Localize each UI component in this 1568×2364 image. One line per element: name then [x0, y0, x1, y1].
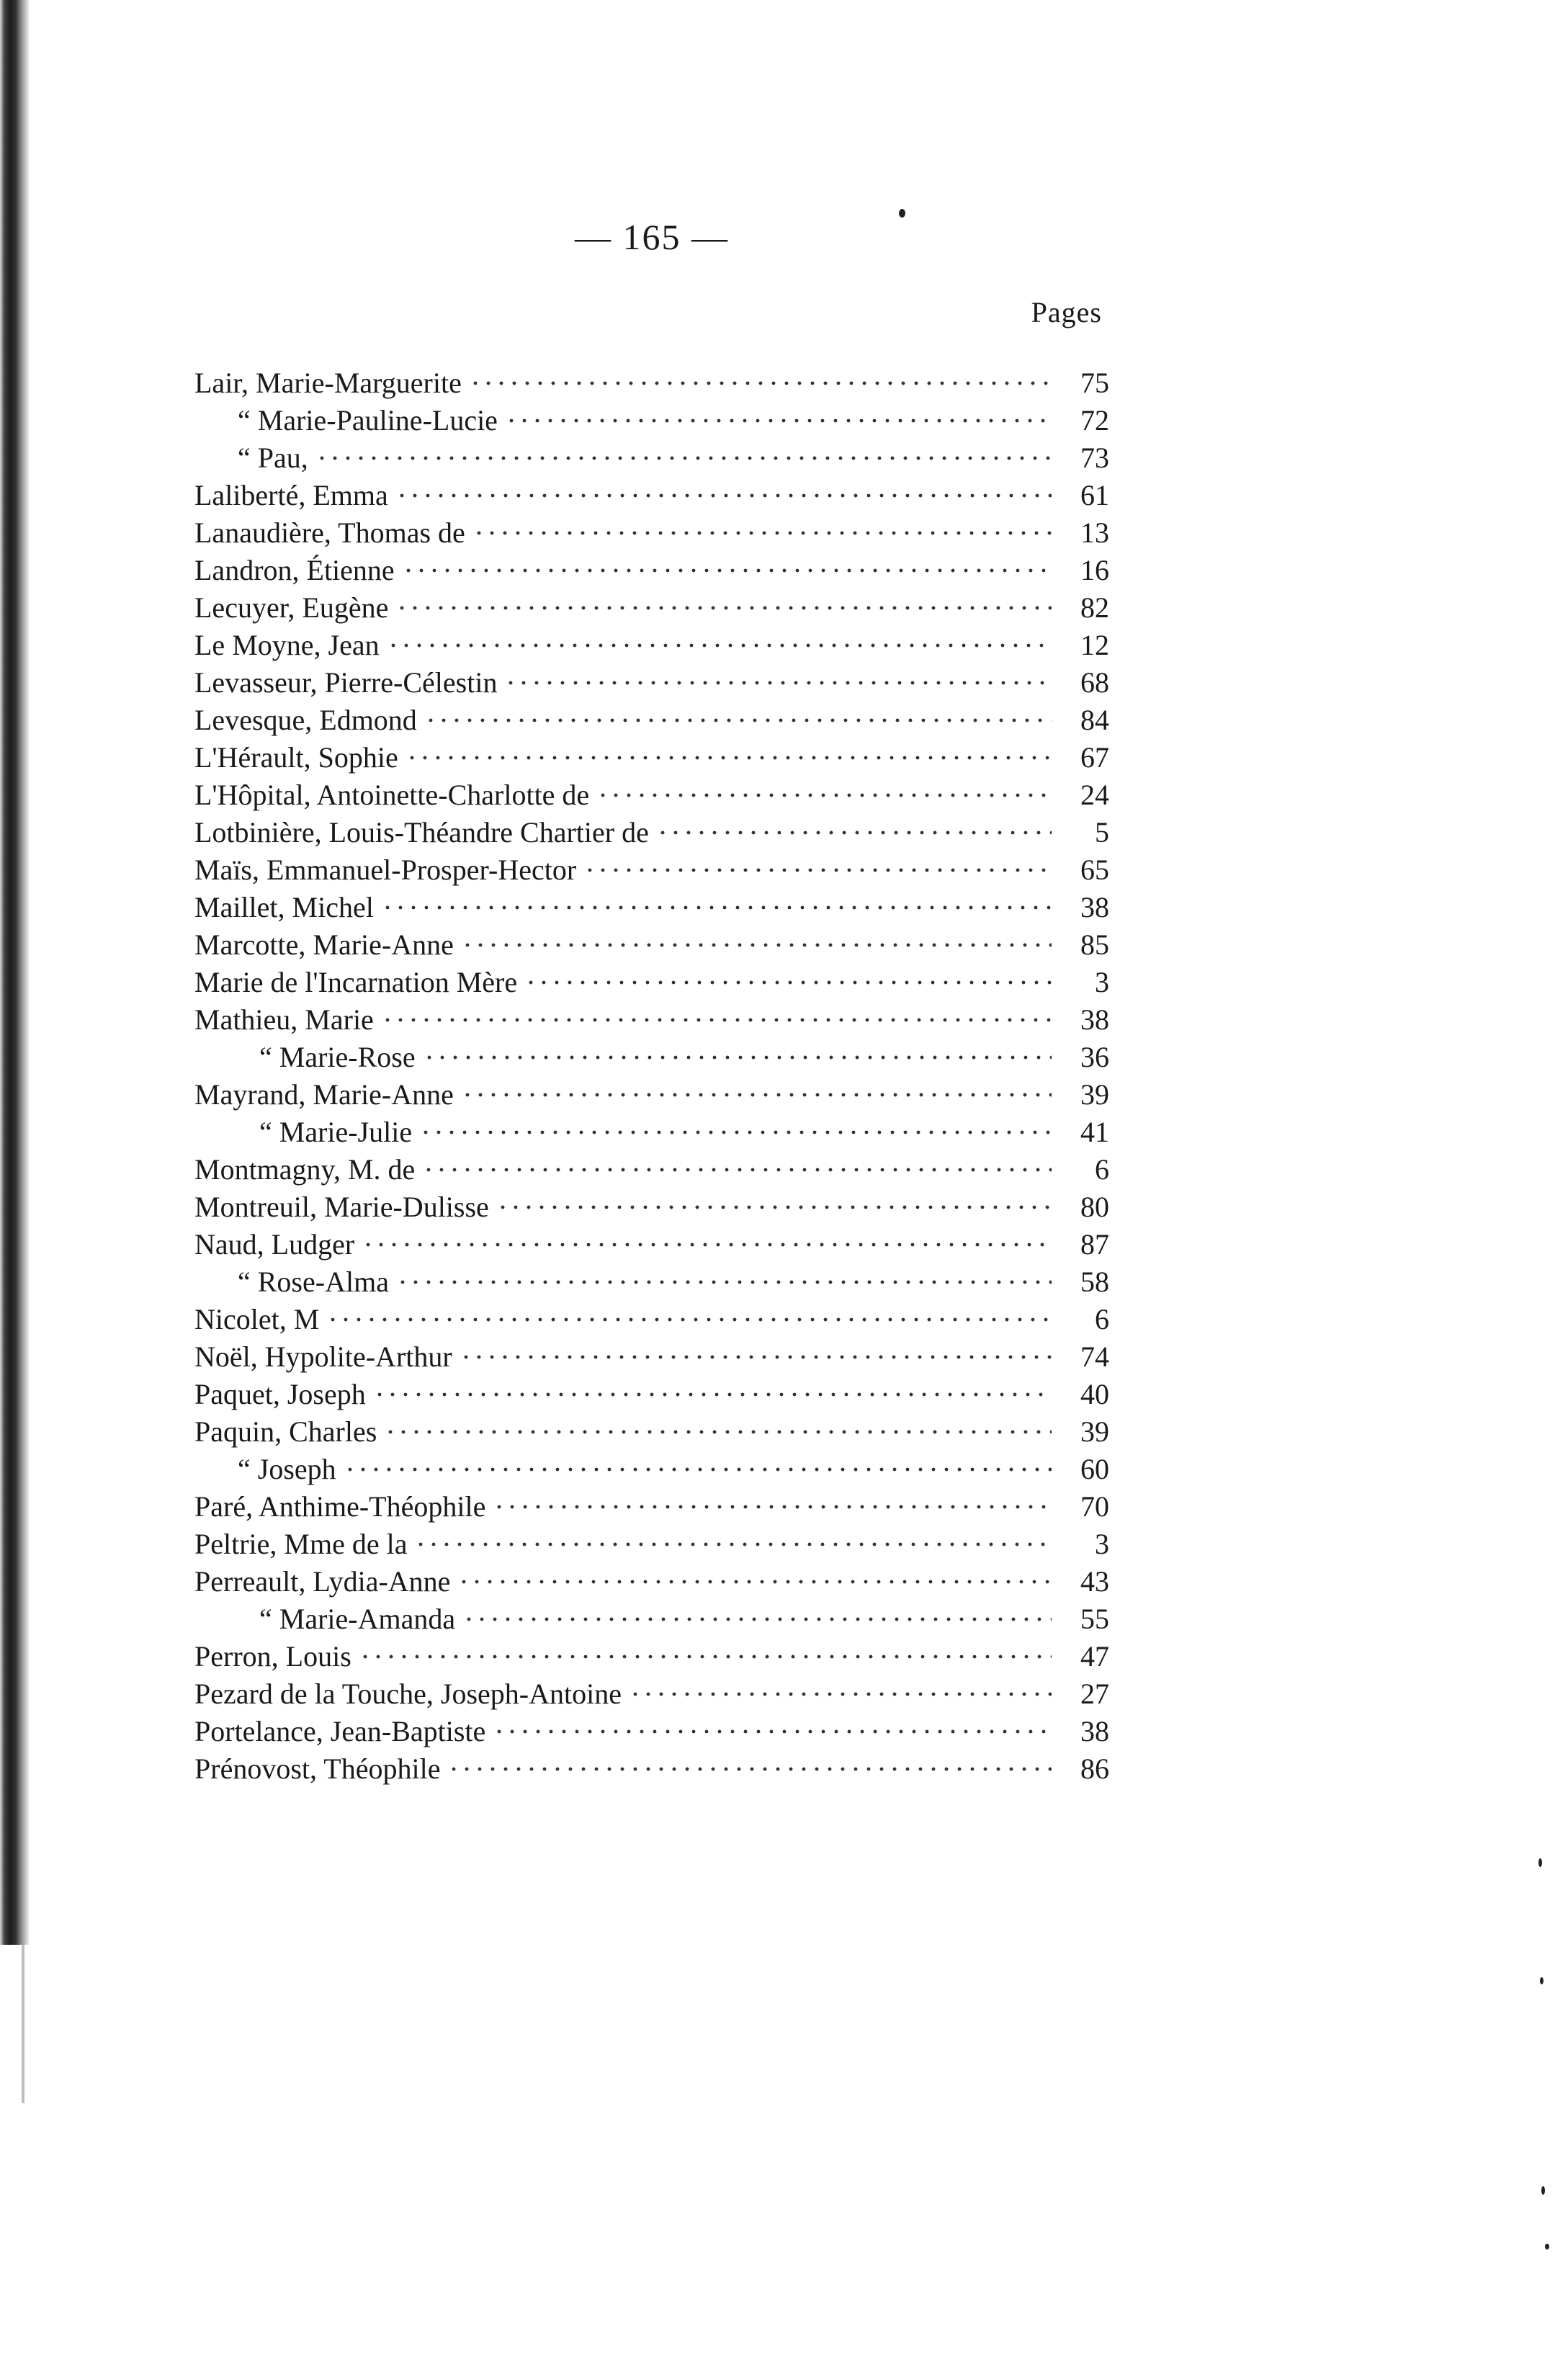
scan-speck	[1540, 1977, 1544, 1984]
dot-leader	[457, 1580, 1052, 1584]
entry-page-number: 41	[1080, 1116, 1109, 1148]
entry-page-number: 40	[1080, 1378, 1109, 1410]
entry-page-number: 43	[1080, 1565, 1109, 1598]
dot-leader	[422, 1168, 1052, 1172]
dot-leader	[583, 868, 1052, 872]
entry-name: L'Hérault, Sophie	[194, 741, 398, 774]
entry-page-number: 65	[1080, 854, 1109, 886]
entry-page-number: 68	[1080, 666, 1109, 699]
entry-page-number: 13	[1080, 516, 1109, 549]
index-entry	[194, 889, 1109, 926]
entry-page-number: 47	[1080, 1640, 1109, 1673]
entry-name: Mathieu, Marie	[194, 1003, 374, 1036]
dot-leader	[460, 1355, 1052, 1359]
index-entry	[194, 1750, 1109, 1788]
entry-name: “ Joseph	[238, 1453, 336, 1485]
entry-page-number: 27	[1080, 1678, 1109, 1710]
entry-page-number: 5	[1095, 816, 1109, 849]
scan-speck	[1541, 2186, 1545, 2195]
dot-leader	[493, 1729, 1052, 1734]
index-entry	[194, 1675, 1109, 1713]
index-entry	[194, 664, 1109, 702]
scan-speck	[899, 209, 905, 218]
scan-binding-edge	[0, 0, 30, 1945]
index-entry	[194, 739, 1109, 776]
dot-leader	[496, 1205, 1052, 1209]
entry-name: “ Marie-Pauline-Lucie	[238, 404, 498, 436]
entry-name: Paquet, Joseph	[194, 1378, 366, 1410]
dot-leader	[402, 568, 1052, 573]
entry-name: Perron, Louis	[194, 1640, 351, 1673]
index-entry	[194, 1713, 1109, 1750]
dot-leader	[656, 830, 1052, 835]
entry-name: Montmagny, M. de	[194, 1153, 416, 1186]
dot-leader	[315, 456, 1052, 460]
index-list	[194, 364, 1109, 1788]
entry-page-number: 3	[1095, 966, 1109, 998]
entry-page-number: 85	[1080, 928, 1109, 961]
entry-page-number: 73	[1080, 442, 1109, 474]
entry-name: Paré, Anthime-Théophile	[194, 1490, 486, 1523]
dot-leader	[462, 1617, 1052, 1621]
dot-leader	[362, 1243, 1052, 1247]
index-entry	[194, 402, 1109, 439]
entry-name: L'Hôpital, Antoinette-Charlotte de	[194, 779, 590, 811]
index-entry	[194, 1039, 1109, 1076]
entry-name: Noël, Hypolite-Arthur	[194, 1340, 452, 1373]
index-entry	[194, 364, 1109, 402]
dot-leader	[423, 1055, 1052, 1060]
index-entry	[194, 1488, 1109, 1526]
entry-page-number: 39	[1080, 1078, 1109, 1111]
index-entry	[194, 1114, 1109, 1151]
dot-leader	[447, 1767, 1052, 1771]
index-entry	[194, 1263, 1109, 1301]
entry-page-number: 38	[1080, 1003, 1109, 1036]
index-entry	[194, 926, 1109, 964]
dot-leader	[505, 418, 1052, 423]
entry-page-number: 84	[1080, 704, 1109, 736]
scan-binding-edge-lower	[22, 1945, 24, 2103]
dot-leader	[424, 718, 1052, 722]
entry-page-number: 82	[1080, 591, 1109, 624]
dot-leader	[406, 756, 1052, 760]
entry-page-number: 55	[1080, 1603, 1109, 1635]
entry-page-number: 80	[1080, 1191, 1109, 1223]
entry-name: Le Moyne, Jean	[194, 629, 380, 661]
entry-name: Marie de l'Incarnation Mère	[194, 966, 518, 998]
index-entry	[194, 1338, 1109, 1376]
entry-name: “ Rose-Alma	[238, 1266, 389, 1298]
index-entry	[194, 1001, 1109, 1039]
entry-name: Laliberté, Emma	[194, 479, 388, 511]
index-entry	[194, 964, 1109, 1001]
index-entry	[194, 1638, 1109, 1675]
entry-name: Peltrie, Mme de la	[194, 1528, 408, 1560]
index-entry	[194, 1451, 1109, 1488]
index-entry	[194, 1413, 1109, 1451]
index-entry	[194, 552, 1109, 589]
dot-leader	[461, 943, 1052, 947]
entry-page-number: 74	[1080, 1340, 1109, 1373]
dot-leader	[596, 793, 1052, 797]
entry-name: “ Pau,	[238, 442, 308, 474]
index-entry	[194, 1226, 1109, 1263]
dot-leader	[629, 1692, 1052, 1696]
entry-page-number: 6	[1095, 1303, 1109, 1335]
index-entry	[194, 1076, 1109, 1114]
entry-name: Lanaudière, Thomas de	[194, 516, 465, 549]
entry-name: Montreuil, Marie-Dulisse	[194, 1191, 489, 1223]
index-entry	[194, 776, 1109, 814]
entry-page-number: 75	[1080, 367, 1109, 399]
dot-leader	[384, 1430, 1052, 1434]
page-number: — 165 —	[575, 217, 729, 257]
index-entry	[194, 702, 1109, 739]
scan-speck	[1538, 1858, 1542, 1867]
entry-page-number: 36	[1080, 1041, 1109, 1073]
entry-name: Lotbinière, Louis-Théandre Chartier de	[194, 816, 649, 849]
entry-page-number: 3	[1095, 1528, 1109, 1560]
entry-page-number: 6	[1095, 1153, 1109, 1186]
entry-name: Naud, Ludger	[194, 1228, 355, 1261]
entry-name: Prénovost, Théophile	[194, 1752, 441, 1785]
pages-column-header: Pages	[1031, 296, 1102, 328]
dot-leader	[414, 1542, 1052, 1546]
dot-leader	[381, 1018, 1052, 1022]
index-entry	[194, 851, 1109, 889]
index-entry	[194, 1151, 1109, 1188]
entry-name: Levasseur, Pierre-Célestin	[194, 666, 498, 699]
index-entry	[194, 514, 1109, 552]
index-entry	[194, 1600, 1109, 1638]
dot-leader	[387, 643, 1052, 648]
entry-page-number: 60	[1080, 1453, 1109, 1485]
entry-name: Mayrand, Marie-Anne	[194, 1078, 454, 1111]
index-entry	[194, 1376, 1109, 1413]
entry-name: Landron, Étienne	[194, 554, 395, 586]
dot-leader	[461, 1093, 1052, 1097]
entry-name: Lecuyer, Eugène	[194, 591, 389, 624]
index-entry	[194, 1563, 1109, 1600]
entry-name: “ Marie-Rose	[259, 1041, 416, 1073]
index-entry	[194, 1188, 1109, 1226]
entry-name: Maillet, Michel	[194, 891, 374, 923]
dot-leader	[524, 980, 1052, 985]
dot-leader	[396, 1280, 1052, 1284]
dot-leader	[326, 1317, 1052, 1322]
dot-leader	[344, 1467, 1052, 1472]
index-entry	[194, 814, 1109, 851]
entry-name: Maïs, Emmanuel-Prosper-Hector	[194, 854, 577, 886]
entry-name: Pezard de la Touche, Joseph-Antoine	[194, 1678, 622, 1710]
dot-leader	[504, 681, 1052, 685]
entry-name: “ Marie-Julie	[259, 1116, 413, 1148]
entry-name: “ Marie-Amanda	[259, 1603, 456, 1635]
index-entry	[194, 477, 1109, 514]
index-entry	[194, 589, 1109, 627]
index-entry	[194, 1526, 1109, 1563]
dot-leader	[395, 606, 1052, 610]
entry-name: Portelance, Jean-Baptiste	[194, 1715, 486, 1747]
index-entry	[194, 439, 1109, 477]
dot-leader	[493, 1505, 1052, 1509]
entry-page-number: 61	[1080, 479, 1109, 511]
scan-speck	[1545, 2244, 1549, 2249]
entry-page-number: 24	[1080, 779, 1109, 811]
entry-name: Lair, Marie-Marguerite	[194, 367, 462, 399]
entry-page-number: 86	[1080, 1752, 1109, 1785]
index-entry	[194, 1301, 1109, 1338]
entry-name: Marcotte, Marie-Anne	[194, 928, 454, 961]
entry-name: Perreault, Lydia-Anne	[194, 1565, 451, 1598]
dot-leader	[381, 905, 1052, 910]
entry-page-number: 72	[1080, 404, 1109, 436]
entry-page-number: 12	[1080, 629, 1109, 661]
entry-page-number: 38	[1080, 891, 1109, 923]
dot-leader	[419, 1130, 1052, 1134]
entry-name: Nicolet, M	[194, 1303, 320, 1335]
entry-name: Levesque, Edmond	[194, 704, 417, 736]
index-entry	[194, 627, 1109, 664]
entry-name: Paquin, Charles	[194, 1415, 377, 1448]
entry-page-number: 67	[1080, 741, 1109, 774]
entry-page-number: 87	[1080, 1228, 1109, 1261]
entry-page-number: 39	[1080, 1415, 1109, 1448]
dot-leader	[395, 493, 1052, 498]
dot-leader	[472, 531, 1052, 535]
entry-page-number: 58	[1080, 1266, 1109, 1298]
entry-page-number: 16	[1080, 554, 1109, 586]
entry-page-number: 70	[1080, 1490, 1109, 1523]
entry-page-number: 38	[1080, 1715, 1109, 1747]
dot-leader	[359, 1655, 1052, 1659]
dot-leader	[373, 1392, 1052, 1397]
dot-leader	[469, 381, 1052, 385]
